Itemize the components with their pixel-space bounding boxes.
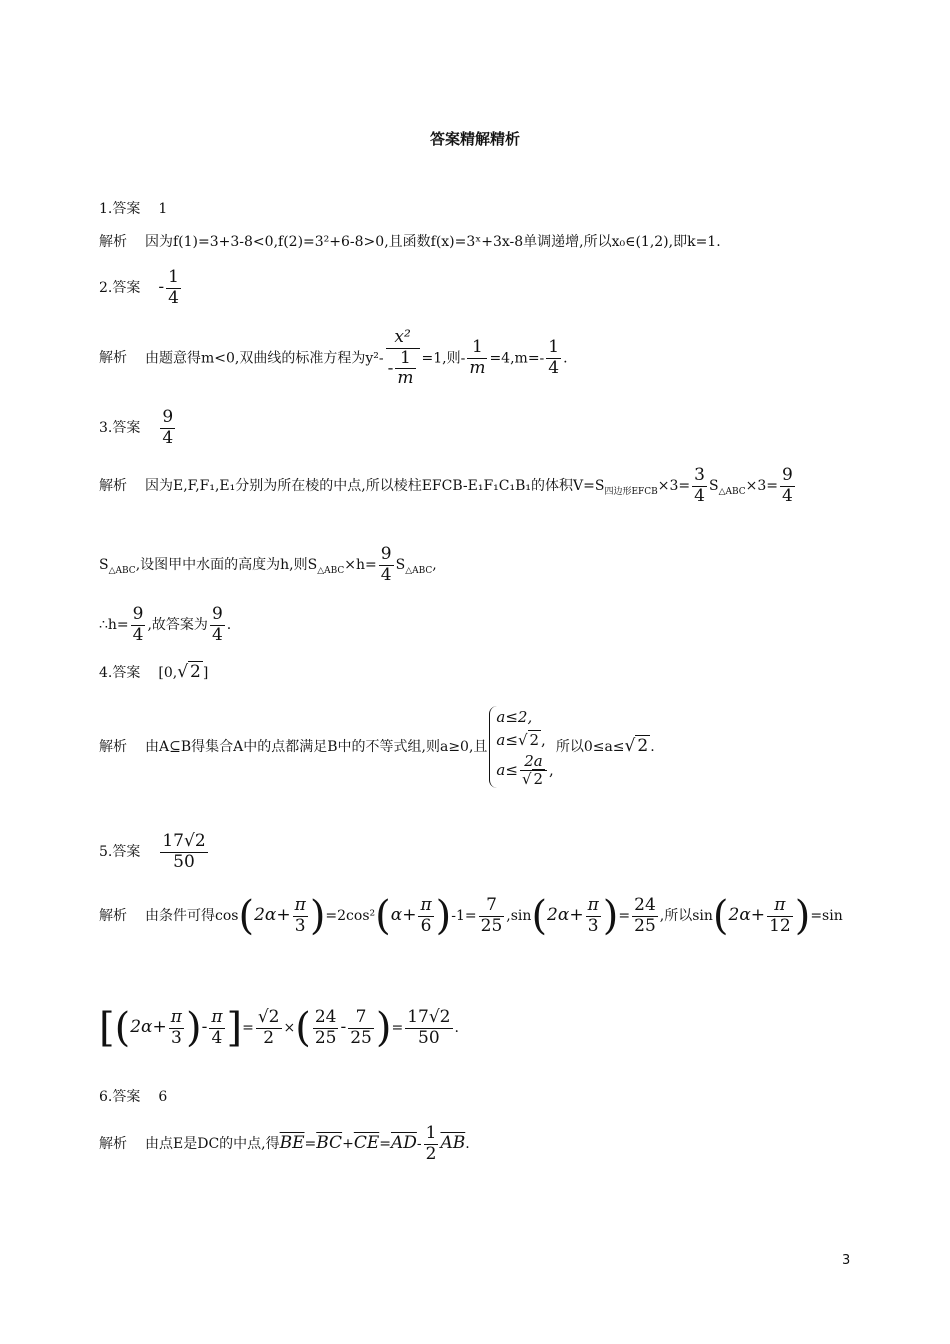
q6-answer-line xyxy=(99,1090,167,1104)
q4-text2: 所以0≤a≤ xyxy=(555,739,625,755)
q1-answer-label: 1.答案 xyxy=(99,201,141,217)
q5-l2-f6-num: 17√2 xyxy=(407,1007,451,1027)
q5-text7: =sin xyxy=(810,908,843,925)
q2-text3: =4,m=- xyxy=(489,350,545,367)
q6-eq1: = xyxy=(304,1136,317,1153)
q3-frac2 xyxy=(780,466,795,506)
q3-l3-text1: ∴h= xyxy=(99,617,129,634)
q3-l2-frac-den: 4 xyxy=(380,564,392,585)
q5-p3-frac xyxy=(586,896,601,936)
q2-frac3-num: 1 xyxy=(548,337,560,358)
q4-answer-prefix: [0, xyxy=(158,665,178,681)
q5-p3-num: π xyxy=(587,895,599,915)
q3-answer-num: 9 xyxy=(162,407,174,427)
q4-sys3-frac xyxy=(520,753,547,789)
q2-frac-num: x² xyxy=(386,328,420,349)
q4-sys2-prefix: a≤ xyxy=(496,731,518,750)
q3-l2-sub3: △ABC xyxy=(405,565,433,576)
q4-sys3-den-sqrt: 2 xyxy=(533,769,544,788)
q5-analysis-line xyxy=(99,893,843,940)
q3-answer-line xyxy=(99,408,177,448)
q5-f4 xyxy=(632,896,658,936)
q4-sys2-sqrt: 2 xyxy=(529,731,540,750)
q5-p1-num: π xyxy=(294,895,306,915)
q3-l2-frac xyxy=(379,545,394,585)
q5-l2-eq: = xyxy=(242,1020,254,1037)
q3-answer-label: 3.答案 xyxy=(99,420,141,437)
q5-l2-f5 xyxy=(348,1008,374,1048)
q4-a-sqrt-symbol: √ xyxy=(624,736,636,756)
q5-l2-lparen-2: ( xyxy=(295,1005,311,1052)
q6-answer-label: 6.答案 xyxy=(99,1089,141,1105)
q4-sqrt-symbol: √ xyxy=(177,662,189,682)
q3-text1: 因为E,F,F₁,E₁分别为所在棱的中点,所以棱柱EFCB-E₁F₁C₁B₁的体积V=S xyxy=(145,478,605,495)
q5-l2-f4-num: 24 xyxy=(314,1007,337,1027)
q5-p3-den: 3 xyxy=(587,915,599,936)
q4-sys3 xyxy=(496,753,553,789)
q2-text2: =1,则- xyxy=(421,350,466,367)
q2-frac3-den: 4 xyxy=(548,357,560,378)
q6-vec-be: $\overline{BE}$ xyxy=(279,1133,305,1154)
q3-l3-text3: . xyxy=(226,617,232,634)
q4-sys3-num: 2a xyxy=(520,753,547,771)
q6-end: . xyxy=(465,1136,470,1153)
q5-lparen-2: ( xyxy=(375,893,391,940)
q2-text4: . xyxy=(563,350,568,367)
q1-analysis-line xyxy=(99,235,721,249)
q2-analysis-line xyxy=(99,328,568,389)
q5-text2: =2cos² xyxy=(325,908,376,925)
q5-l2-rparen: ) xyxy=(185,1005,202,1052)
q6-vec-ce: $\overline{CE}$ xyxy=(353,1133,380,1154)
q4-sys3-prefix: a≤ xyxy=(496,760,518,779)
q5-f3-num: 7 xyxy=(479,896,505,917)
q5-lparen-1: ( xyxy=(238,893,255,940)
q5-text4: ,sin xyxy=(506,908,532,925)
q5-p2-frac xyxy=(418,896,433,936)
q6-frac-num: 1 xyxy=(425,1123,437,1143)
q3-frac2-num: 9 xyxy=(782,465,793,485)
q4-answer-sqrt: 2 xyxy=(190,662,201,682)
q6-text1: 由点E是DC的中点,得 xyxy=(145,1136,280,1153)
q5-l2-f1 xyxy=(169,1008,184,1048)
q4-sys3-sqrt-symbol: √ xyxy=(521,769,532,788)
q4-sys2 xyxy=(496,729,553,752)
q5-l2-f6 xyxy=(405,1008,452,1048)
q2-answer-line xyxy=(99,268,183,308)
q2-answer-den: 4 xyxy=(168,287,179,308)
q2-frac2 xyxy=(467,338,487,378)
q3-l3-frac1-num: 9 xyxy=(132,604,144,624)
q5-l2-f2-num: π xyxy=(211,1007,223,1027)
q3-l3-frac2-den: 4 xyxy=(211,624,223,645)
q5-l2-rbracket: ] xyxy=(226,1005,243,1052)
q5-l2-lparen: ( xyxy=(114,1005,131,1052)
q5-text6: ,所以sin xyxy=(659,908,713,925)
q3-l3-frac2-num: 9 xyxy=(211,604,223,624)
q5-p2-den: 6 xyxy=(420,915,432,936)
q3-l3-frac2 xyxy=(210,605,225,645)
q5-f3 xyxy=(479,896,505,936)
q5-lparen-3: ( xyxy=(531,893,548,940)
q5-l2-f1-num: π xyxy=(170,1007,182,1027)
q5-f4-den: 25 xyxy=(634,915,656,936)
q5-analysis-line-2 xyxy=(99,1005,459,1052)
q5-text1: 由条件可得cos xyxy=(145,908,239,925)
q1-answer-line xyxy=(99,202,167,216)
q5-p1-den: 3 xyxy=(294,915,306,936)
q6-frac xyxy=(424,1124,439,1164)
q5-l2-f1-den: 3 xyxy=(170,1027,182,1048)
q3-analysis-line xyxy=(99,466,797,506)
q6-analysis-line xyxy=(99,1124,470,1164)
q3-l2-sub: △ABC xyxy=(108,565,136,576)
q2-inner-den: m xyxy=(397,368,414,389)
q2-frac2-num: 1 xyxy=(467,338,487,359)
q5-l2-a: 2α+ xyxy=(130,1017,167,1038)
q3-l2-frac-num: 9 xyxy=(380,544,392,564)
q4-sys2-suffix: , xyxy=(541,731,546,750)
q4-answer-suffix: ] xyxy=(202,665,209,681)
q4-analysis-line xyxy=(99,706,655,788)
q3-analysis-label: 解析 xyxy=(99,478,127,495)
q5-l2-f2 xyxy=(209,1008,224,1048)
q5-text3: -1= xyxy=(451,908,477,925)
q3-analysis-line-3 xyxy=(99,605,231,645)
q6-vec-bc: $\overline{BC}$ xyxy=(316,1133,343,1154)
q3-l3-frac1-den: 4 xyxy=(132,624,144,645)
q2-text1: 由题意得m<0,双曲线的标准方程为y²- xyxy=(145,350,384,367)
q5-p4-den: 12 xyxy=(769,915,791,936)
q5-f3-den: 25 xyxy=(480,915,503,936)
q4-text3: . xyxy=(650,739,655,755)
q5-lparen-4: ( xyxy=(712,893,729,940)
q5-l2-f4 xyxy=(313,1008,339,1048)
q2-answer-fraction xyxy=(166,268,181,308)
q3-l2-text2: ×h= xyxy=(344,557,377,574)
q2-answer-label: 2.答案 xyxy=(99,280,141,297)
q3-l3-frac1 xyxy=(131,605,146,645)
q1-answer-value: 1 xyxy=(158,201,168,217)
q3-l2-sub2: △ABC xyxy=(317,565,345,576)
q2-frac-den-sign: - xyxy=(387,358,394,379)
q5-l2-f2-den: 4 xyxy=(211,1027,223,1048)
q6-eq2: = xyxy=(379,1136,391,1153)
q5-answer-line xyxy=(99,832,210,872)
q4-sys3-suffix: , xyxy=(549,760,554,779)
q2-frac-den xyxy=(386,349,420,389)
q6-analysis-label: 解析 xyxy=(99,1136,127,1153)
q5-rparen-1: ) xyxy=(309,893,326,940)
q5-answer-den: 50 xyxy=(173,851,195,872)
q5-l2-f3-num: √2 xyxy=(257,1007,280,1027)
q5-l2-times: × xyxy=(283,1020,296,1037)
q4-text1: 由A⊆B得集合A中的点都满足B中的不等式组,则a≥0,且 xyxy=(145,739,488,755)
q5-rparen-4: ) xyxy=(794,893,811,940)
q5-l2-end: . xyxy=(454,1020,459,1037)
q4-answer-line xyxy=(99,664,208,681)
q2-answer-sign: - xyxy=(158,277,165,298)
q6-frac-den: 2 xyxy=(425,1143,437,1164)
q6-minus: - xyxy=(416,1136,422,1153)
q2-inner-fraction xyxy=(395,349,415,389)
q5-l2-f5-den: 25 xyxy=(350,1027,372,1048)
q1-analysis-text: 因为f(1)=3+3-8<0,f(2)=3²+6-8>0,且函数f(x)=3ˣ+3x-8单调递增,所以x₀∈(1,2),即k=1. xyxy=(145,234,721,250)
q3-analysis-line-2 xyxy=(99,545,437,585)
q5-analysis-label: 解析 xyxy=(99,908,127,925)
q5-l2-eq2: = xyxy=(391,1020,404,1037)
q5-p3-a: 2α+ xyxy=(547,905,584,926)
q3-answer-den: 4 xyxy=(162,427,174,448)
q4-inequality-system xyxy=(489,706,553,788)
q5-l2-f4-den: 25 xyxy=(314,1027,337,1048)
q3-text4: ×3= xyxy=(745,478,779,495)
q5-l2-minus: - xyxy=(201,1017,208,1038)
q5-l2-minus2: - xyxy=(340,1017,347,1038)
q4-sys1: a≤2, xyxy=(496,708,533,726)
q5-p4-a: 2α+ xyxy=(728,905,766,926)
q1-analysis-label: 解析 xyxy=(99,234,127,250)
q4-sys3-den xyxy=(520,771,547,788)
q6-answer-value: 6 xyxy=(158,1089,168,1105)
q2-frac3 xyxy=(546,338,561,378)
q3-frac1-num: 3 xyxy=(694,465,705,485)
q4-analysis-label: 解析 xyxy=(99,739,127,755)
q5-l2-f3-den: 2 xyxy=(263,1027,275,1048)
q5-p4-frac xyxy=(767,896,793,936)
q5-rparen-3: ) xyxy=(602,893,619,940)
q2-answer-num: 1 xyxy=(168,267,179,287)
q5-p2-a: α+ xyxy=(390,905,417,926)
q5-p4-num: π xyxy=(767,896,793,917)
q4-answer-label: 4.答案 xyxy=(99,665,141,681)
q5-text5: = xyxy=(618,908,631,925)
q3-l2-text1: ,设图甲中水面的高度为h,则S xyxy=(135,557,318,574)
q5-l2-lbracket: [ xyxy=(99,1005,115,1052)
q2-frac2-den: m xyxy=(469,357,486,378)
q5-p1-frac xyxy=(293,896,308,936)
q3-text2: ×3= xyxy=(657,478,691,495)
q6-vec-ab: $\overline{AB}$ xyxy=(440,1133,466,1154)
q6-vec-ad: $\overline{AD}$ xyxy=(390,1133,417,1154)
q3-l2-text3: S xyxy=(395,557,406,574)
page-title: 答案精解精析 xyxy=(429,130,520,148)
q6-plus: + xyxy=(342,1136,354,1153)
q5-f4-num: 24 xyxy=(634,895,656,915)
q4-sys2-sqrt-symbol: √ xyxy=(517,731,528,750)
q5-p1-a: 2α+ xyxy=(254,905,291,926)
q3-frac1 xyxy=(692,466,707,506)
q4-a-sqrt: 2 xyxy=(637,736,649,756)
q2-analysis-label: 解析 xyxy=(99,350,127,367)
q3-l3-text2: ,故答案为 xyxy=(147,617,208,634)
q3-sub1: 四边形EFCB xyxy=(604,486,658,497)
q3-sub2: △ABC xyxy=(718,486,746,497)
q3-l2-text4: , xyxy=(432,557,437,574)
q5-l2-rparen-2: ) xyxy=(375,1005,392,1052)
q3-l2-s: S xyxy=(99,557,109,574)
q5-l2-f3 xyxy=(256,1008,282,1048)
q5-l2-f5-num: 7 xyxy=(348,1008,374,1029)
q3-frac2-den: 4 xyxy=(782,485,793,506)
q3-answer-fraction xyxy=(160,408,175,448)
q5-answer-num: 17√2 xyxy=(162,831,206,851)
q3-text3: S xyxy=(708,478,719,495)
q5-answer-fraction xyxy=(160,832,207,872)
q2-inner-num: 1 xyxy=(395,349,415,370)
q5-l2-f6-den: 50 xyxy=(418,1027,440,1048)
q5-rparen-2: ) xyxy=(435,893,452,940)
q2-hyperbola-fraction xyxy=(386,328,420,389)
q3-frac1-den: 4 xyxy=(694,485,705,506)
q5-p2-num: π xyxy=(420,895,432,915)
page-number: 3 xyxy=(842,1253,851,1268)
q5-answer-label: 5.答案 xyxy=(99,844,141,861)
